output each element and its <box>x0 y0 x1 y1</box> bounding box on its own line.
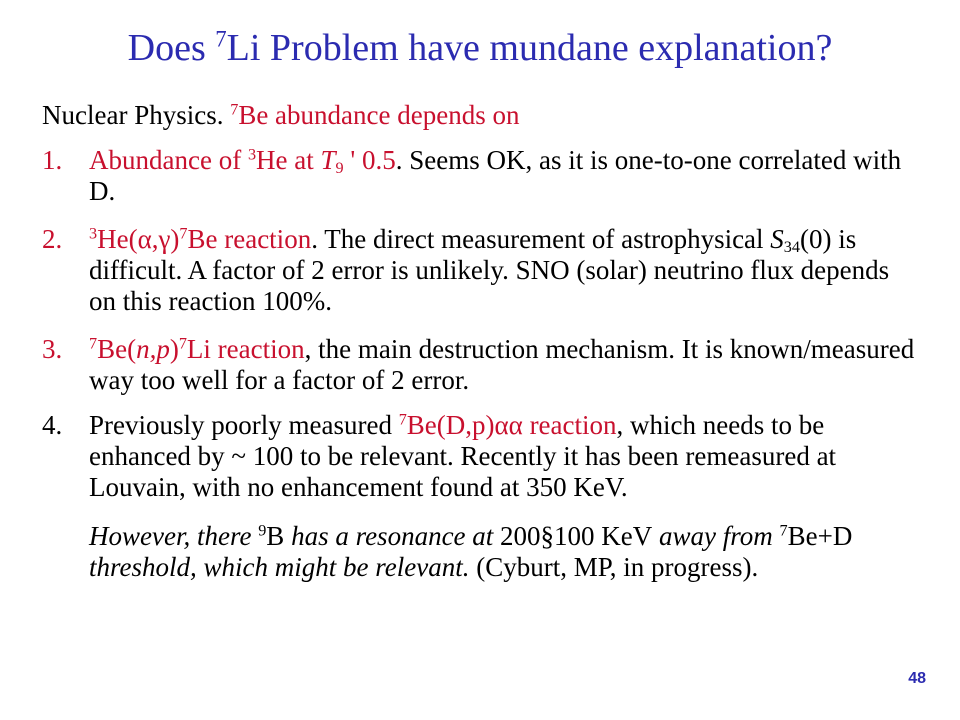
item-number: 3. <box>42 334 63 364</box>
slide-title: Does $^7$Li Problem have mundane explanation? <box>127 26 833 69</box>
item-number: 1. <box>42 145 63 175</box>
page-number: 48 <box>908 670 926 687</box>
note-paragraph: However, there $^9$B has a resonance at 200§100 KeV away from $^7$Be+D threshold, which might be relevant. (Cyburt, MP, in progress). <box>89 521 853 582</box>
item-number: 2. <box>42 224 63 254</box>
item-number: 4. <box>42 410 63 440</box>
intro-line: Nuclear Physics. $^7$Be abundance depends on <box>42 100 520 130</box>
